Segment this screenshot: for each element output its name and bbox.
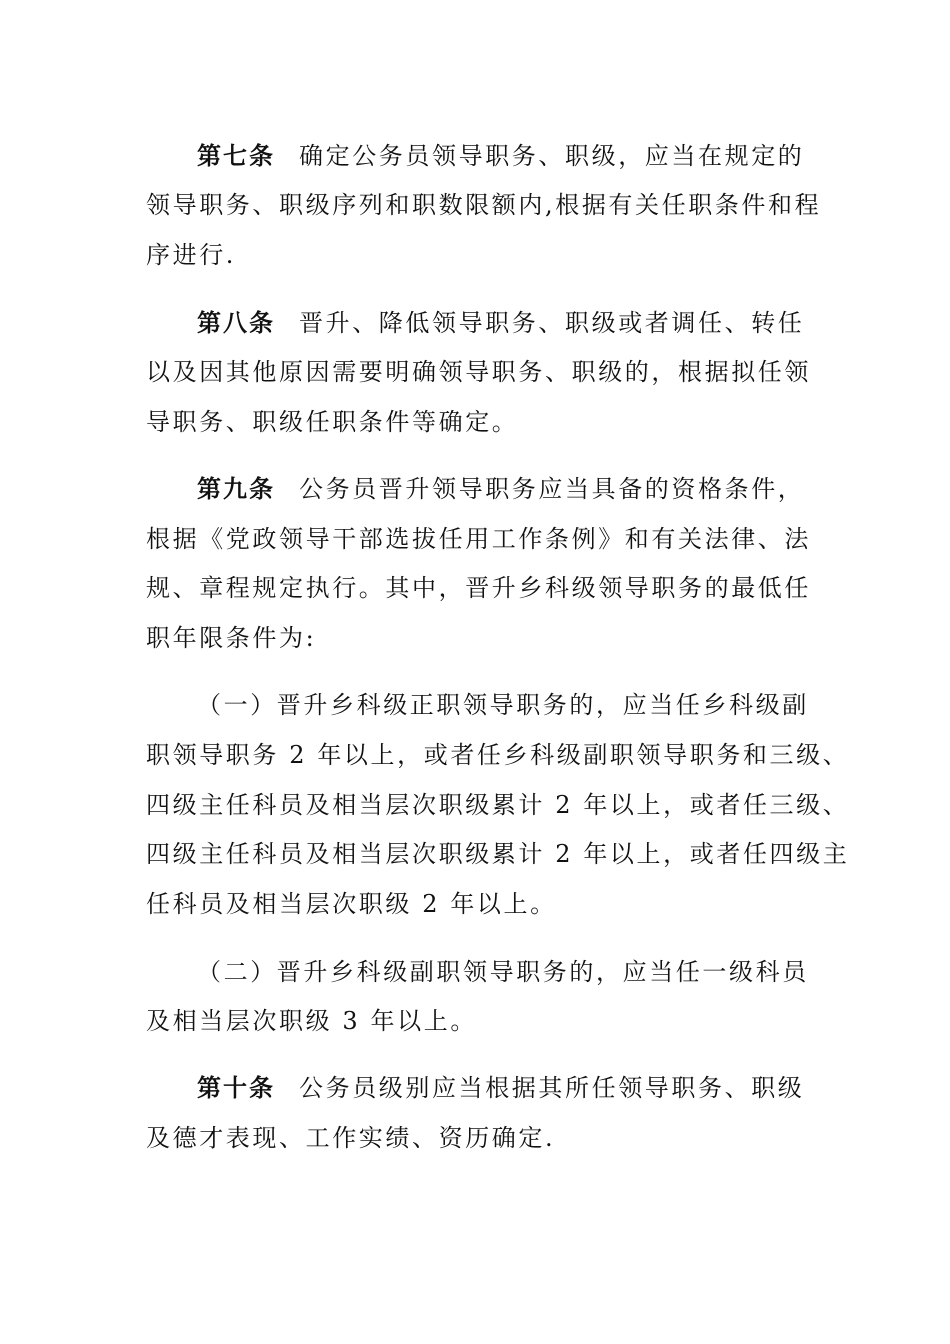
item-1-line-1: （一）晋升乡科级正职领导职务的，应当任乡科级副: [197, 691, 809, 719]
article-9-text-1: 公务员晋升领导职务应当具备的资格条件，: [299, 475, 805, 503]
article-8-line-3: 导职务、职级任职条件等确定。: [146, 408, 519, 436]
article-8-line-1: [197, 306, 804, 340]
article-9-line-1: [197, 472, 804, 506]
article-10-line-1: [197, 1071, 804, 1105]
article-9-line-3: 规、章程规定执行。其中，晋升乡科级领导职务的最低任: [146, 574, 811, 602]
article-8-line-2: 以及因其他原因需要明确领导职务、职级的，根据拟任领: [146, 358, 811, 386]
article-9-label: 第九条: [197, 474, 275, 503]
item-2-line-2: 及相当层次职级 3 年以上。: [146, 1007, 477, 1035]
item-1-line-5: 任科员及相当层次职级 2 年以上。: [146, 890, 557, 918]
article-7-text-1: 确定公务员领导职务、职级，应当在规定的: [299, 142, 805, 170]
item-1-line-4: 四级主任科员及相当层次职级累计 2 年以上，或者任四级主: [146, 840, 850, 868]
item-1-line-3: 四级主任科员及相当层次职级累计 2 年以上，或者任三级、: [146, 791, 850, 819]
article-7-label: 第七条: [197, 141, 275, 170]
article-10-line-2: 及德才表现、工作实绩、资历确定.: [146, 1124, 556, 1152]
article-9-line-4: 职年限条件为:: [146, 624, 317, 652]
article-8-label: 第八条: [197, 308, 275, 337]
article-9-line-2: 根据《党政领导干部选拔任用工作条例》和有关法律、法: [146, 525, 811, 553]
item-1-line-2: 职领导职务 2 年以上，或者任乡科级副职领导职务和三级、: [146, 741, 850, 769]
article-7-line-3: 序进行.: [146, 241, 237, 269]
article-10-label: 第十条: [197, 1073, 275, 1102]
article-10-text-1: 公务员级别应当根据其所任领导职务、职级: [299, 1074, 805, 1102]
article-8-text-1: 晋升、降低领导职务、职级或者调任、转任: [299, 309, 805, 337]
article-7-line-2: 领导职务、职级序列和职数限额内,根据有关任职条件和程: [146, 191, 822, 219]
article-7-line-1: [197, 139, 804, 173]
item-2-line-1: （二）晋升乡科级副职领导职务的，应当任一级科员: [197, 958, 809, 986]
